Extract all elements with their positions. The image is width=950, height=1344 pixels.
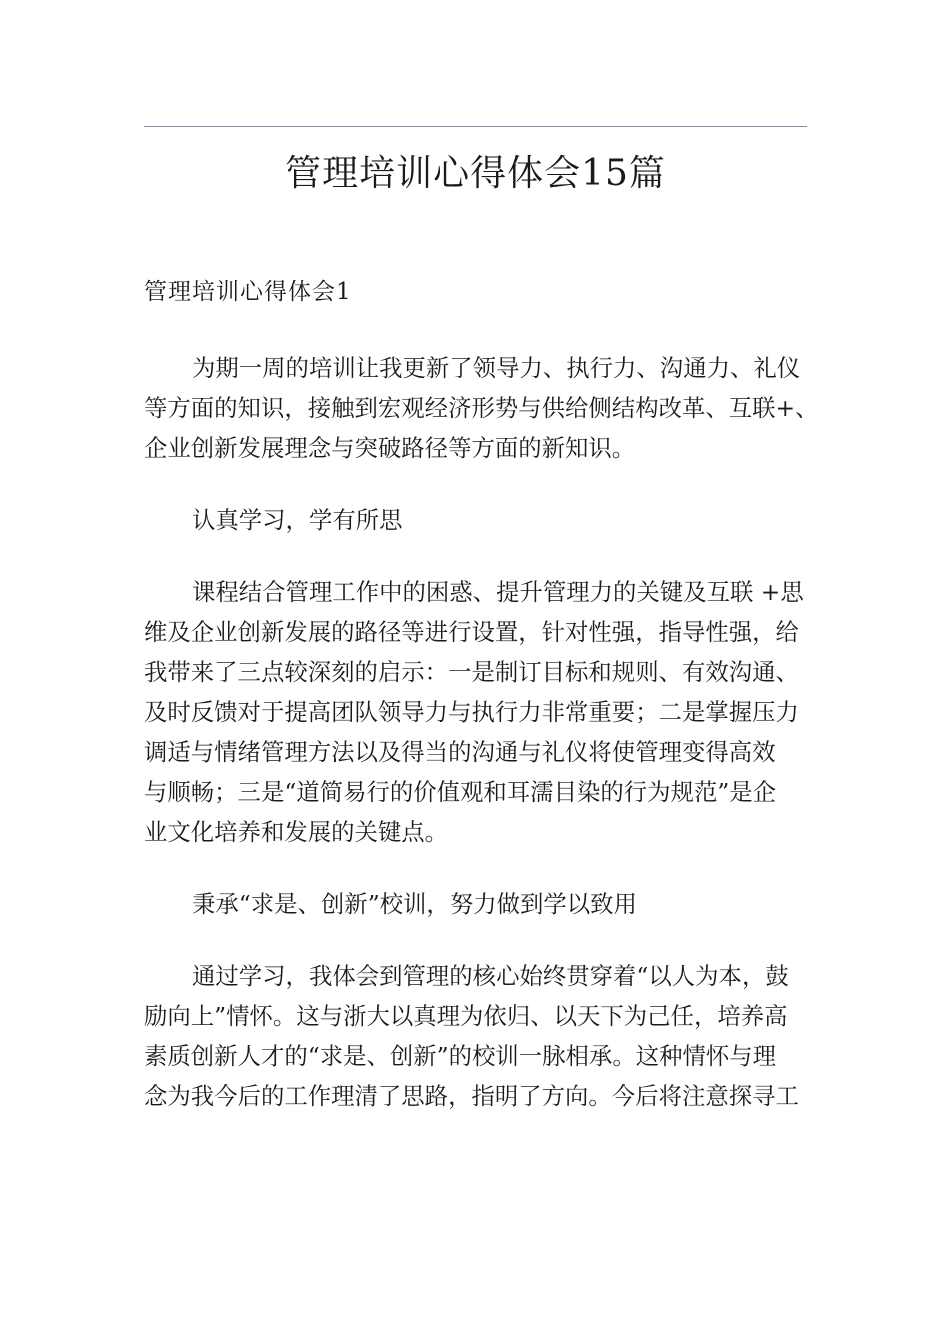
paragraph-line: 励向上”情怀。这与浙大以真理为依归、以天下为己任，培养高	[144, 1002, 788, 1030]
paragraph-line: 与顺畅；三是“道简易行的价值观和耳濡目染的行为规范”是企	[144, 778, 777, 806]
paragraph-line: 企业创新发展理念与突破路径等方面的新知识。	[144, 434, 636, 462]
paragraph-line: 课程结合管理工作中的困惑、提升管理力的关键及互联 +思	[192, 578, 804, 606]
subheading: 认真学习，学有所思	[192, 506, 403, 534]
paragraph-line: 维及企业创新发展的路径等进行设置，针对性强，指导性强，给	[144, 618, 799, 646]
paragraph-line: 为期一周的培训让我更新了领导力、执行力、沟通力、礼仪	[192, 354, 801, 382]
paragraph	[144, 348, 819, 468]
document-title: 管理培训心得体会15篇	[285, 153, 666, 194]
paragraph-line: 素质创新人才的“求是、创新”的校训一脉相承。这种情怀与理	[144, 1042, 777, 1070]
paragraph-line: 通过学习，我体会到管理的核心始终贯穿着“以人为本，鼓	[192, 962, 789, 990]
section-heading: 管理培训心得体会1	[144, 279, 352, 305]
subheading: 秉承“求是、创新”校训，努力做到学以致用	[192, 890, 637, 918]
paragraph-line: 业文化培养和发展的关键点。	[144, 818, 449, 846]
document-body	[144, 272, 819, 1148]
paragraph-line: 及时反馈对于提高团队领导力与执行力非常重要；二是掌握压力	[144, 698, 799, 726]
paragraph-line: 念为我今后的工作理清了思路，指明了方向。今后将注意探寻工	[144, 1082, 799, 1110]
paragraph-line: 等方面的知识，接触到宏观经济形势与供给侧结构改革、互联+、	[144, 394, 819, 422]
paragraph	[144, 956, 807, 1116]
header-rule	[144, 126, 807, 127]
paragraph-line: 我带来了三点较深刻的启示：一是制订目标和规则、有效沟通、	[144, 658, 799, 686]
paragraph	[144, 572, 807, 852]
paragraph-line: 调适与情绪管理方法以及得当的沟通与礼仪将使管理变得高效	[144, 738, 776, 766]
